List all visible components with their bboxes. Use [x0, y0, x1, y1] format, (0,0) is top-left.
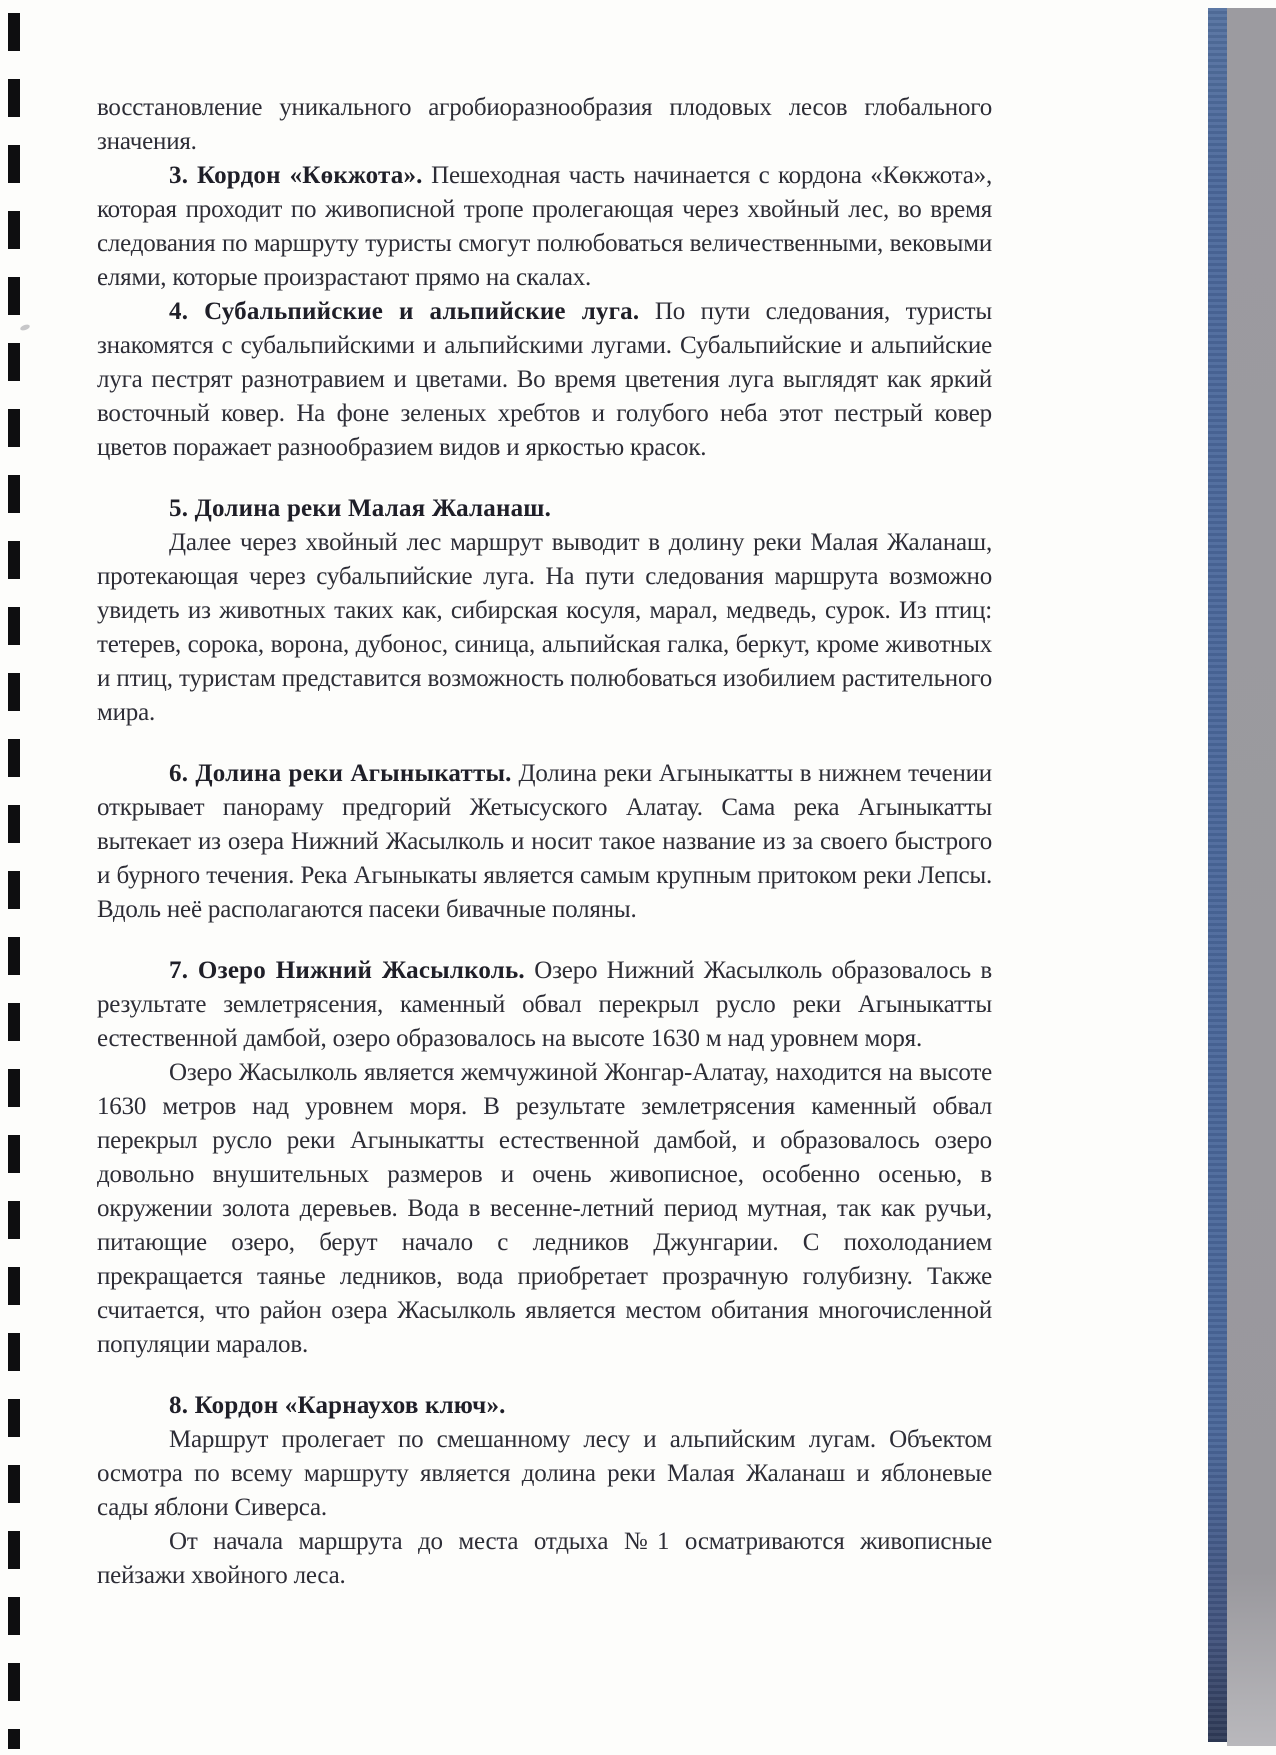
section-7-heading: 7. Озеро Нижний Жасылколь. [169, 957, 525, 984]
section-6-heading: 6. Долина реки Агыныкатты. [169, 760, 512, 787]
section-3-paragraph [97, 159, 992, 295]
section-6-paragraph [97, 757, 992, 927]
section-3-text: Пешеходная часть начинается с кордона «Көкжота», которая проходит по живописной тропе пролегающая через хвойный лес, во время следования по маршруту туристы смогут полюбоваться величественными, вековыми елями, которые произрастают прямо на скалах. [97, 162, 992, 291]
section-5-heading-line [97, 492, 992, 526]
section-5-paragraph: Далее через хвойный лес маршрут выводит в долину реки Малая Жаланаш, протекающая через субальпийские луга. На пути следования маршрута возможно увидеть из животных таких как, сибирская косуля, марал, медведь, сурок. Из птиц: тетерев, сорока, ворона, дубонос, синица, альпийская галка, беркут, кроме животных и птиц, туристам представится возможность полюбоваться изобилием растительного мира. [97, 529, 992, 726]
book-spine-edge [1208, 8, 1227, 1742]
section-6-text: Долина реки Агыныкатты в нижнем течении открывает панораму предгорий Жетысуского Алатау. Сама река Агыныкатты вытекает из озера Нижний Жасылколь и носит такое название из за своего быстрого и бурного течения. Река Агыныкаты является самым крупным притоком реки Лепсы. Вдоль неё располагаются пасеки бивачные поляны. [97, 760, 992, 923]
binding-hole-marks [8, 13, 20, 1749]
section-8-paragraph-1: Маршрут пролегает по смешанному лесу и альпийским лугам. Объектом осмотра по всему маршруту является долина реки Малая Жаланаш и яблоневые сады яблони Сиверса. [97, 1426, 992, 1521]
document-text [97, 91, 992, 1593]
section-3-heading: 3. Кордон «Көкжота». [169, 162, 423, 189]
scanner-background [1227, 8, 1276, 1746]
paragraph-continuation: восстановление уникального агробиоразнообразия плодовых лесов глобального значения. [97, 94, 992, 155]
scan-artifact-speck [19, 323, 30, 331]
section-4-heading: 4. Субальпийские и альпийские луга. [169, 298, 640, 325]
section-7-paragraph-1 [97, 954, 992, 1056]
section-8-heading: 8. Кордон «Карнаухов ключ». [169, 1392, 506, 1419]
section-4-paragraph [97, 295, 992, 465]
section-5-heading: 5. Долина реки Малая Жаланаш. [169, 495, 552, 522]
section-4-text: По пути следования, туристы знакомятся с субальпийскими и альпийскими лугами. Субальпийские и альпийские луга пестрят разнотравием и цветами. Во время цветения луга выглядят как яркий восточный ковер. На фоне зеленых хребтов и голубого неба этот пестрый ковер цветов поражает разнообразием видов и яркостью красок. [97, 298, 992, 461]
section-7-paragraph-2: Озеро Жасылколь является жемчужиной Жонгар-Алатау, находится на высоте 1630 метров над уровнем моря. В результате землетрясения каменный обвал перекрыл русло реки Агыныкатты естественной дамбой, и образовалось озеро довольно внушительных размеров и очень живописное, особенно осенью, в окружении золота деревьев. Вода в весенне-летний период мутная, так как ручьи, питающие озеро, берут начало с ледников Джунгарии. С похолоданием прекращается таянье ледников, вода приобретает прозрачную голубизну. Также считается, что район озера Жасылколь является местом обитания многочисленной популяции маралов. [97, 1059, 992, 1358]
section-8-paragraph-2: От начала маршрута до места отдыха №1 осматриваются живописные пейзажи хвойного леса. [97, 1528, 992, 1589]
section-8-heading-line [97, 1389, 992, 1423]
section-7-text: Озеро Нижний Жасылколь образовалось в результате землетрясения, каменный обвал перекрыл русло реки Агыныкатты естественной дамбой, озеро образовалось на высоте 1630 м над уровнем моря. [97, 957, 992, 1052]
